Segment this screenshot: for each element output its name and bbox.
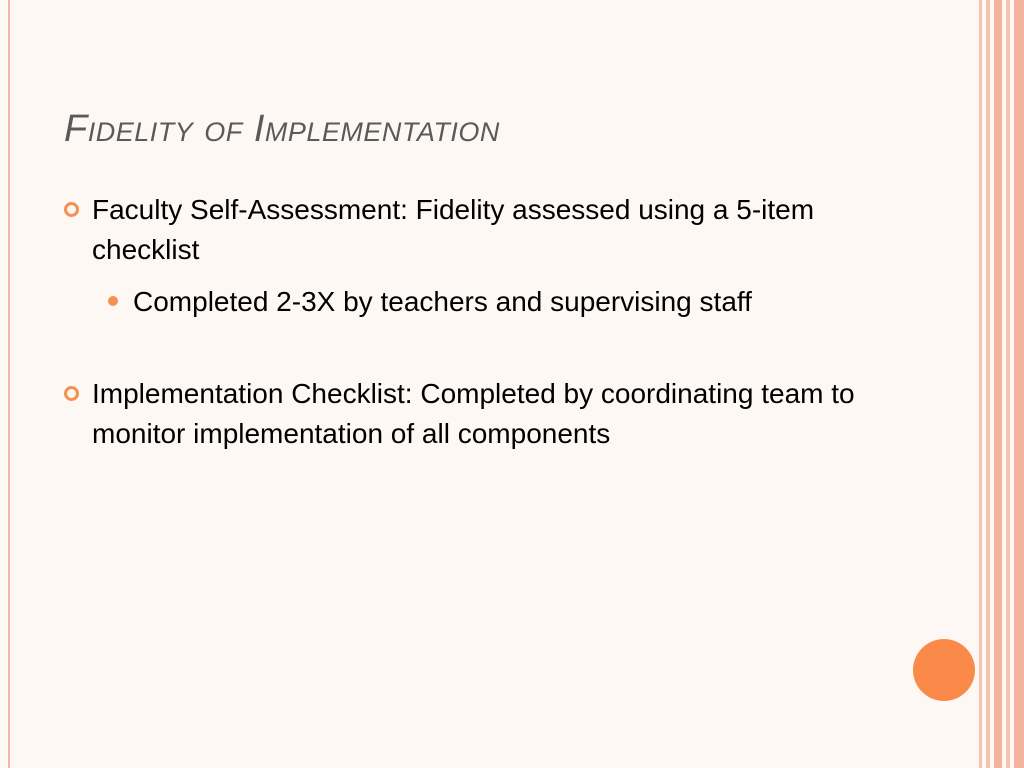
sub-bullet-item xyxy=(102,282,882,322)
right-decorative-stripe xyxy=(1006,0,1010,768)
ring-bullet-icon xyxy=(64,202,79,217)
sub-bullet-text: Completed 2-3X by teachers and supervising staff xyxy=(133,286,752,317)
left-border-line xyxy=(8,0,10,768)
slide-body xyxy=(62,190,882,454)
dot-bullet-icon xyxy=(108,296,118,306)
decorative-circle xyxy=(913,639,975,701)
right-decorative-stripe xyxy=(1014,0,1024,768)
bullet-text: Faculty Self-Assessment: Fidelity assessed using a 5-item checklist xyxy=(92,194,815,265)
right-decorative-stripe xyxy=(994,0,1002,768)
bullet-text: Implementation Checklist: Completed by coordinating team to monitor implementation of all components xyxy=(92,378,855,449)
ring-bullet-icon xyxy=(64,386,79,401)
right-decorative-stripe xyxy=(986,0,990,768)
slide-title: Fidelity of Implementation xyxy=(64,108,500,150)
bullet-item xyxy=(62,374,882,454)
right-decorative-stripe xyxy=(979,0,982,768)
spacer xyxy=(62,322,882,374)
bullet-item xyxy=(62,190,882,270)
